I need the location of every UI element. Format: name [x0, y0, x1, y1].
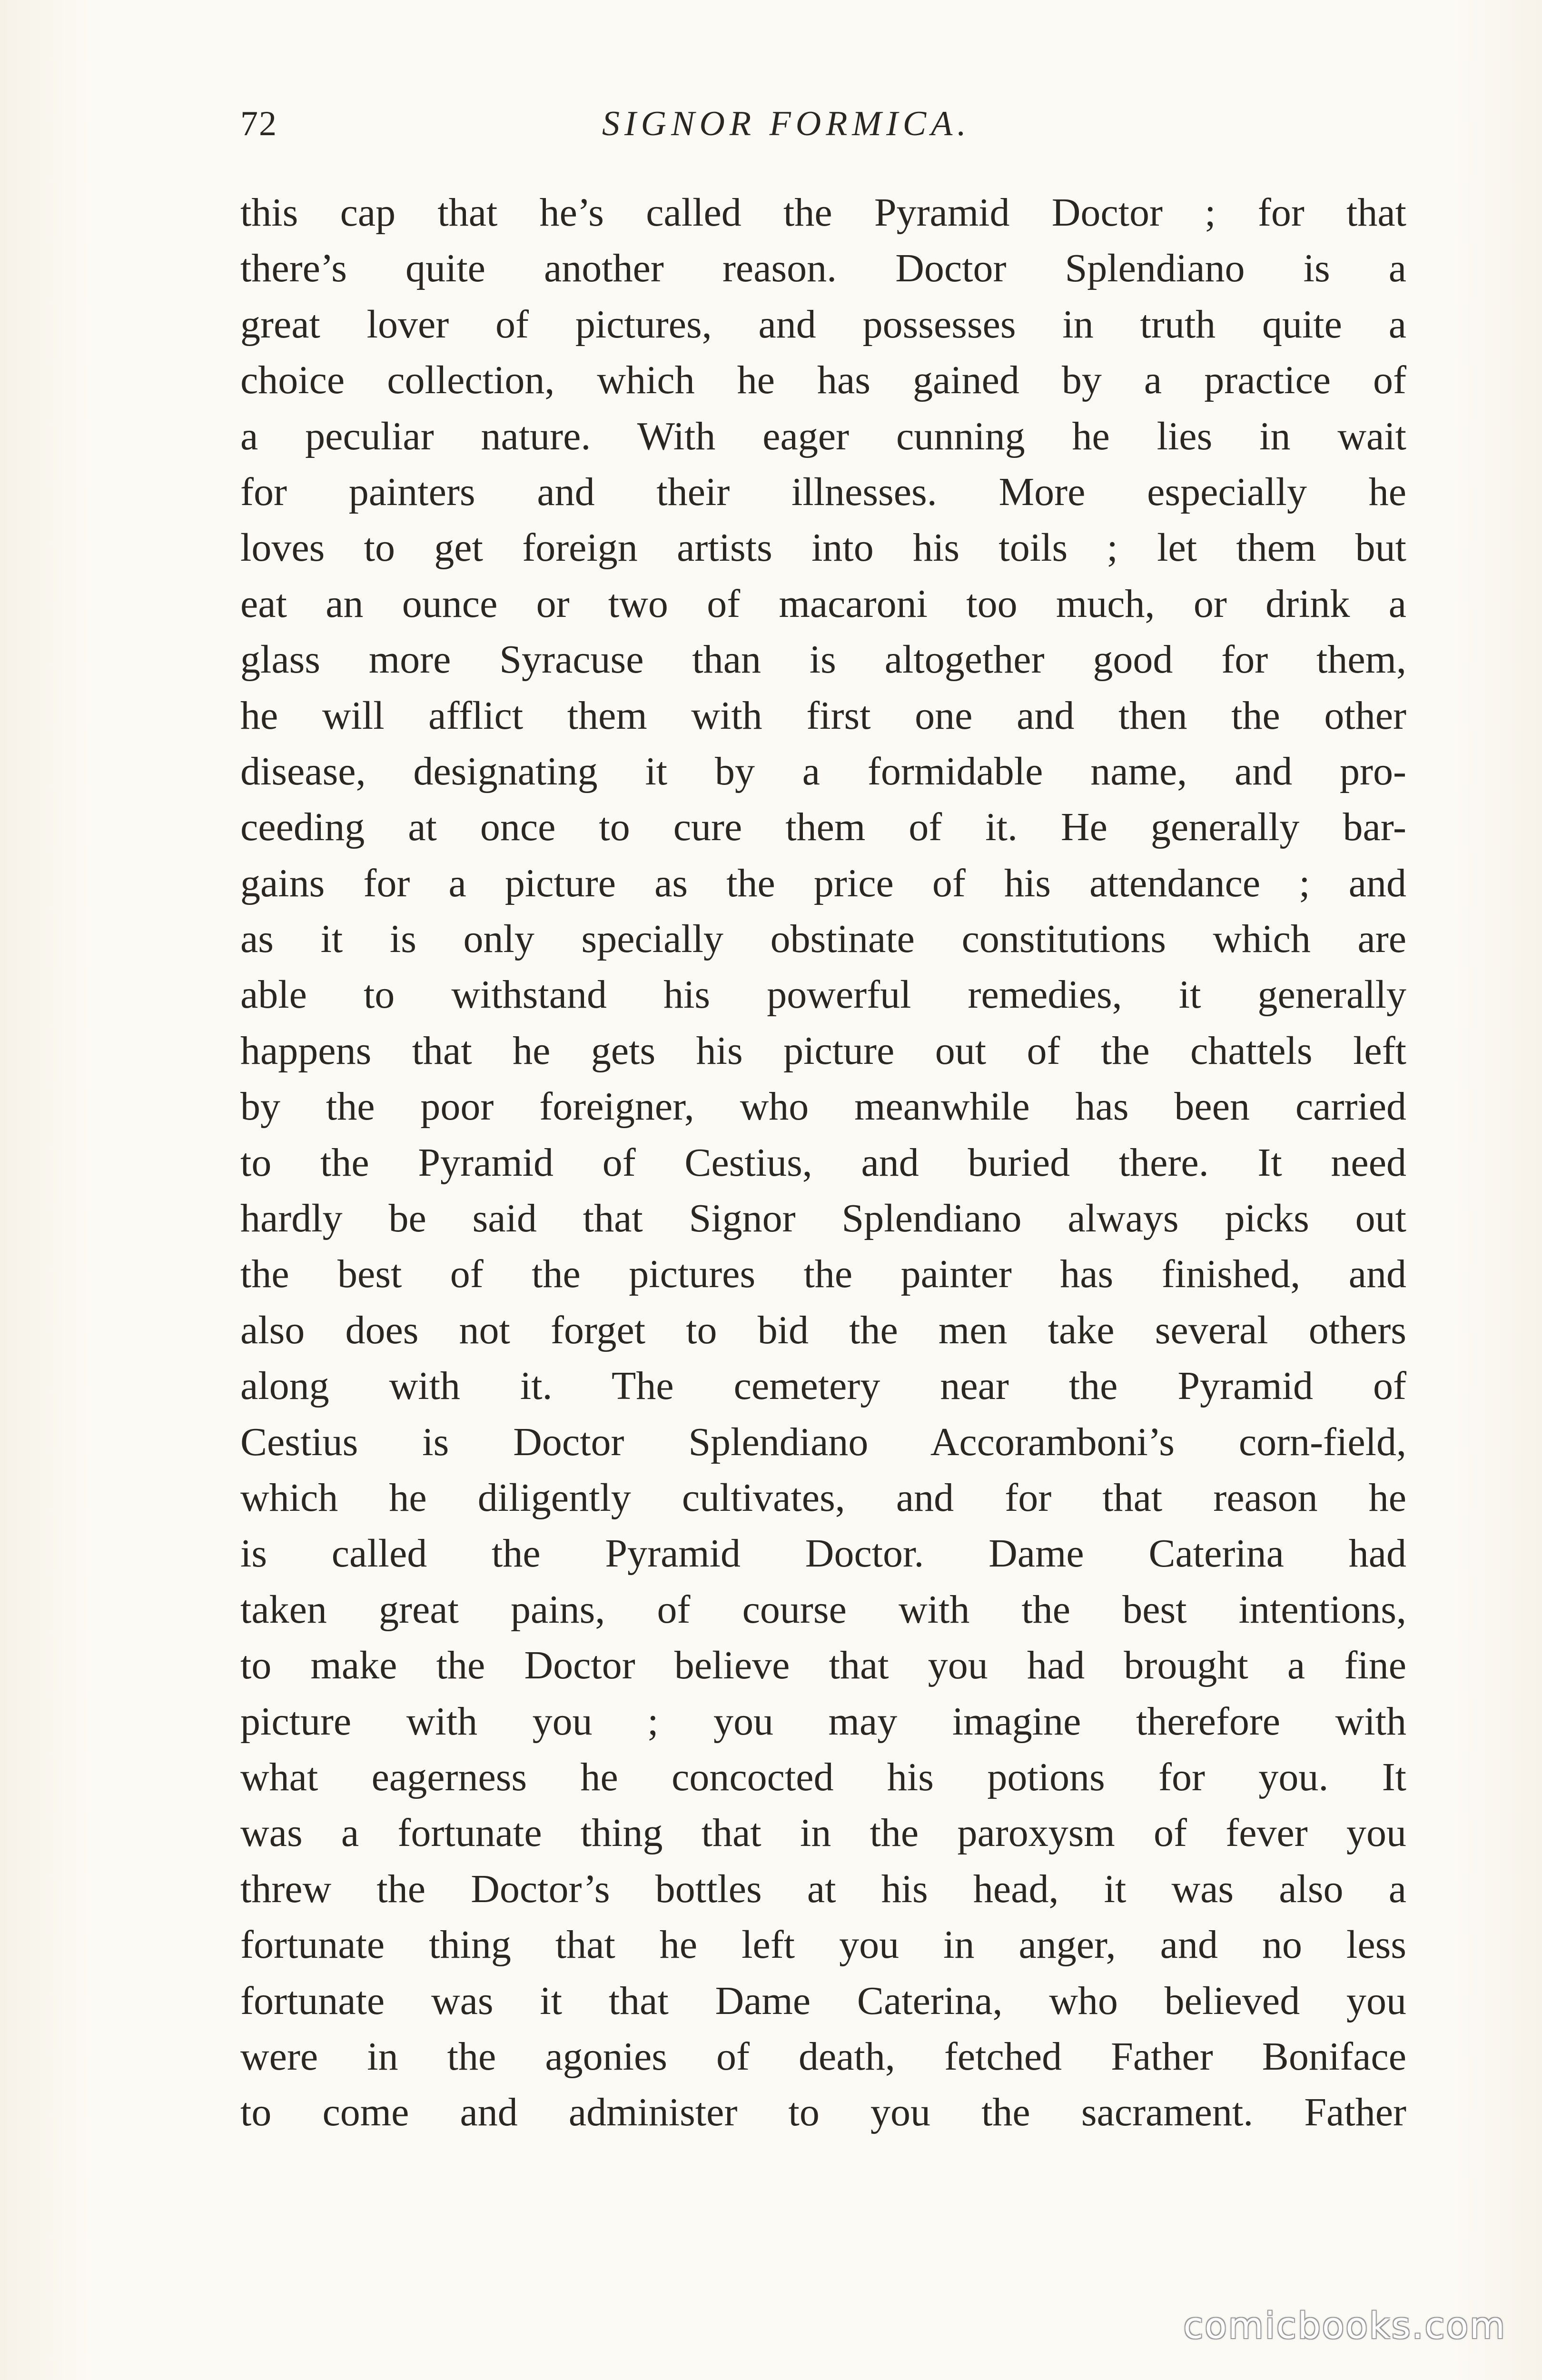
- text-line: to come and administer to you the sacrament. Father: [240, 2090, 1406, 2135]
- text-line: along with it. The cemetery near the Pyramid of: [240, 1364, 1406, 1408]
- text-line: fortunate thing that he left you in anger, and no less: [240, 1923, 1406, 1967]
- text-line: to the Pyramid of Cestius, and buried there. It need: [240, 1140, 1406, 1185]
- text-line: picture with you ; you may imagine therefore with: [240, 1699, 1406, 1744]
- text-line: loves to get foreign artists into his toils ; let them but: [240, 526, 1406, 570]
- text-line: gains for a picture as the price of his attendance ; and: [240, 861, 1406, 905]
- text-line: which he diligently cultivates, and for that reason he: [240, 1475, 1406, 1520]
- body-text: [240, 185, 1406, 2141]
- text-line: Cestius is Doctor Splendiano Accoramboni’s corn-field,: [240, 1419, 1406, 1464]
- text-line: hardly be said that Signor Splendiano always picks out: [240, 1196, 1406, 1241]
- text-line: is called the Pyramid Doctor. Dame Caterina had: [240, 1531, 1406, 1576]
- text-line: was a fortunate thing that in the paroxysm of fever you: [240, 1811, 1406, 1855]
- text-line: glass more Syracuse than is altogether good for them,: [240, 637, 1406, 682]
- text-line: choice collection, which he has gained by a practice of: [240, 358, 1406, 403]
- text-line: disease, designating it by a formidable name, and pro-: [240, 749, 1406, 793]
- running-title: SIGNOR FORMICA.: [602, 104, 971, 143]
- text-line: to make the Doctor believe that you had brought a fine: [240, 1643, 1406, 1688]
- text-line: a peculiar nature. With eager cunning he lies in wait: [240, 414, 1406, 458]
- text-line: eat an ounce or two of macaroni too much, or drink a: [240, 581, 1406, 626]
- text-line: there’s quite another reason. Doctor Splendiano is a: [240, 246, 1406, 291]
- text-line: for painters and their illnesses. More especially he: [240, 469, 1406, 514]
- text-line: were in the agonies of death, fetched Father Boniface: [240, 2034, 1406, 2079]
- text-line: taken great pains, of course with the best intentions,: [240, 1587, 1406, 1632]
- watermark: comicbooks.com: [1183, 2304, 1506, 2347]
- text-line: able to withstand his powerful remedies, it generally: [240, 972, 1406, 1017]
- text-line: by the poor foreigner, who meanwhile has been carried: [240, 1084, 1406, 1129]
- running-head: [240, 104, 1406, 156]
- text-line: what eagerness he concocted his potions for you. It: [240, 1755, 1406, 1799]
- text-line: the best of the pictures the painter has finished, and: [240, 1252, 1406, 1297]
- text-line: great lover of pictures, and possesses in truth quite a: [240, 302, 1406, 347]
- text-line: he will afflict them with first one and then the other: [240, 693, 1406, 738]
- text-line: as it is only specially obstinate constitutions which are: [240, 917, 1406, 962]
- text-line: fortunate was it that Dame Caterina, who believed you: [240, 1978, 1406, 2023]
- page-number: 72: [240, 104, 277, 143]
- text-line: happens that he gets his picture out of the chattels left: [240, 1028, 1406, 1073]
- text-line: threw the Doctor’s bottles at his head, it was also a: [240, 1866, 1406, 1911]
- text-line: ceeding at once to cure them of it. He generally bar-: [240, 805, 1406, 850]
- text-line: also does not forget to bid the men take several others: [240, 1308, 1406, 1352]
- text-line: this cap that he’s called the Pyramid Doctor ; for that: [240, 190, 1406, 235]
